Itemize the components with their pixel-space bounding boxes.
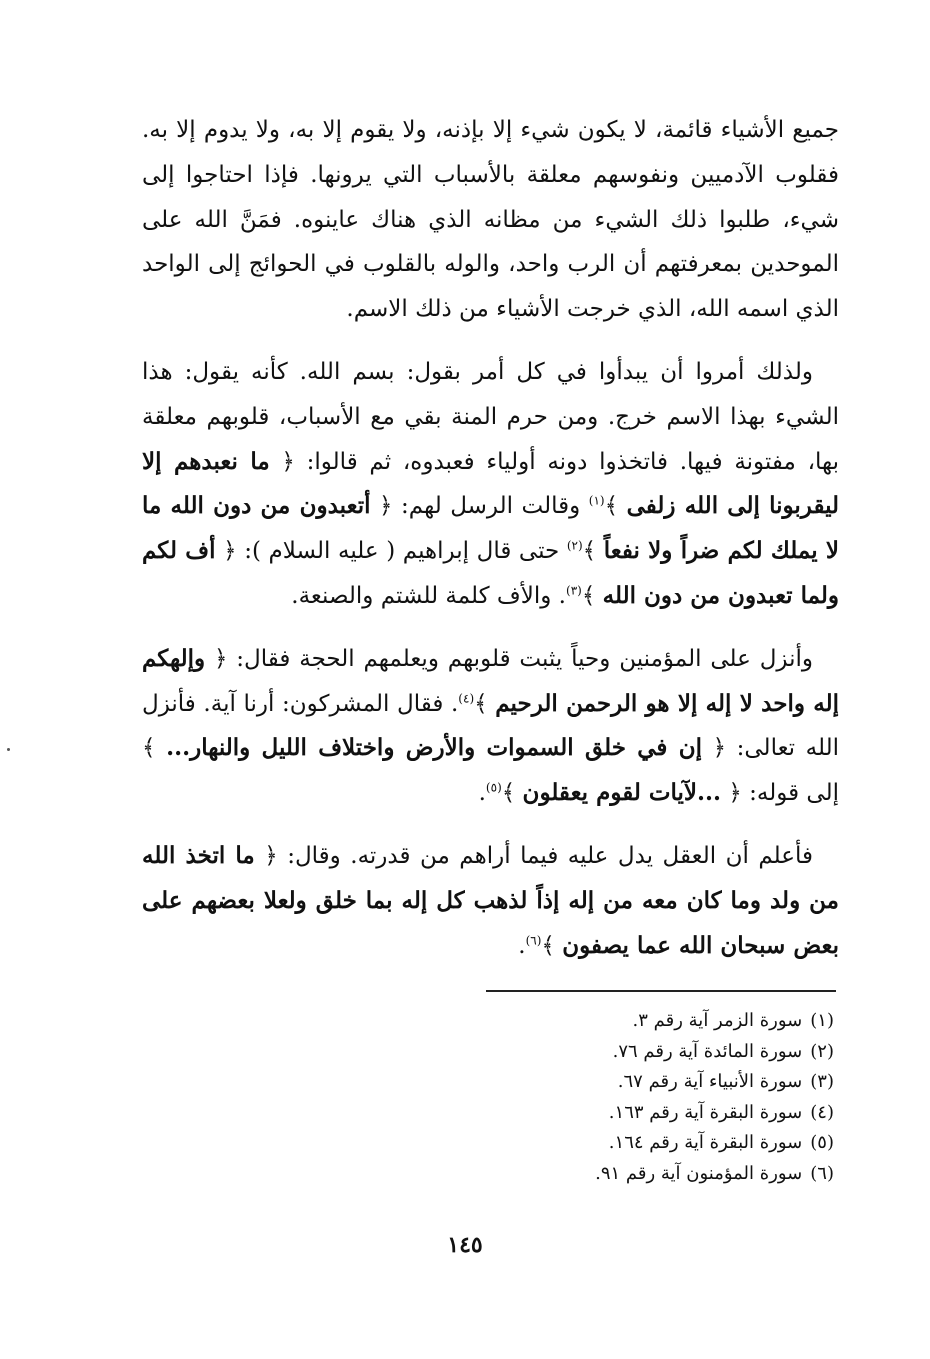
paragraph-3-text-3: إلى قوله: xyxy=(749,780,839,807)
footnote-item xyxy=(595,1037,834,1068)
paragraph-3 xyxy=(142,637,839,816)
paragraph-2-text-4: . والأف كلمة للشتم والصنعة. xyxy=(291,582,566,609)
scan-speck xyxy=(7,748,10,751)
page-number: ١٤٥ xyxy=(447,1232,483,1258)
paragraph-1-text: جميع الأشياء قائمة، لا يكون شيء إلا بإذنه، ولا يقوم إلا به، ولا يدوم إلا به. فقلوب الآدميين ونفوسهم معلقة بالأسباب التي يرونها. فإذا احتاجوا إلى شيء، طلبوا ذلك الشيء من مظانه الذي هناك عاينوه. فمَنَّ الله على الموحدين بمعرفتهم أن الرب واحد، والوله بالقلوب في الحوائج إلى الواحد الذي اسمه الله، الذي خرجت الأشياء من ذلك الاسم. xyxy=(142,117,839,323)
footnote-text: سورة الزمر آية رقم ٣. xyxy=(632,1010,803,1031)
paragraph-4-text-2: . xyxy=(518,932,526,959)
quran-open-bracket: ﴿ xyxy=(264,842,278,869)
footnote-item xyxy=(595,1128,834,1159)
footnote-ref: (٤) xyxy=(458,690,475,705)
footnote-number: (٢) xyxy=(810,1040,834,1062)
footnote-number: (١) xyxy=(810,1010,834,1031)
footnote-text: سورة البقرة آية رقم ١٦٤. xyxy=(608,1132,803,1153)
footnote-number: (٤) xyxy=(810,1101,834,1123)
quran-close-bracket: ﴾ xyxy=(142,735,156,762)
quran-quote: ما نعبدهم إلا ليقربونا إلى الله زلفى xyxy=(142,447,840,520)
footnotes xyxy=(595,1006,834,1189)
footnote-ref: (٣) xyxy=(566,583,582,598)
quran-close-bracket: ﴾ xyxy=(474,690,488,717)
footnote-text: سورة الأنبياء آية رقم ٦٧. xyxy=(617,1071,803,1092)
footnote-text: سورة البقرة آية رقم ١٦٣. xyxy=(608,1101,803,1123)
paragraph-2-text-3: حتى قال إبراهيم ( عليه السلام ): xyxy=(244,538,560,565)
paragraph-1 xyxy=(142,108,839,332)
quran-close-bracket: ﴾ xyxy=(541,932,555,959)
quran-quote: ما اتخذ الله من ولد وما كان معه من إله إذاً لذهب كل إله بما خلق ولعلا بعضهم على بعض سبحان الله عما يصفون xyxy=(142,841,839,959)
quran-open-bracket: ﴿ xyxy=(281,448,295,475)
paragraph-2-text-2: وقالت الرسل لهم: xyxy=(401,493,581,520)
paragraph-4-text-1: فأعلم أن العقل يدل عليه فيما أراهم من قدرته. وقال: xyxy=(287,842,813,869)
paragraph-3-text-1: وأنزل على المؤمنين وحياً يثبت قلوبهم ويعلمهم الحجة فقال: xyxy=(236,645,814,672)
quran-quote: أف لكم ولما تعبدون من دون الله xyxy=(142,537,839,609)
quran-open-bracket: ﴿ xyxy=(712,735,727,762)
quran-close-bracket: ﴾ xyxy=(581,582,596,609)
quran-open-bracket: ﴿ xyxy=(223,538,237,565)
footnote-item xyxy=(595,1006,834,1037)
quran-close-bracket: ﴾ xyxy=(604,493,619,520)
footnote-ref: (٢) xyxy=(566,538,583,553)
footnote-item xyxy=(595,1067,834,1098)
paragraph-3-text-4: . xyxy=(478,780,486,807)
paragraph-3-text-2: . فقال المشركون: أرنا آية. فأنزل الله تعالى: xyxy=(142,690,840,762)
main-text xyxy=(142,108,839,968)
footnote-number: (٥) xyxy=(810,1132,834,1153)
footnote-item xyxy=(595,1098,834,1129)
footnote-ref: (١) xyxy=(588,493,605,508)
footnote-number: (٣) xyxy=(810,1071,834,1092)
footnote-separator xyxy=(486,990,836,992)
quran-open-bracket: ﴿ xyxy=(728,780,742,807)
footnote-ref: (٦) xyxy=(525,932,542,947)
quran-quote: إن في خلق السموات والأرض واختلاف الليل والنهار... xyxy=(166,734,702,762)
quran-open-bracket: ﴿ xyxy=(379,493,393,520)
footnote-number: (٦) xyxy=(810,1162,834,1184)
footnote-item xyxy=(595,1159,834,1190)
quran-quote: وإلهكم إله واحد لا إله إلا هو الرحمن الرحيم xyxy=(142,644,840,717)
quran-quote: ...لآيات لقوم يعقلون xyxy=(522,779,722,807)
quran-close-bracket: ﴾ xyxy=(582,538,597,565)
paragraph-4 xyxy=(142,834,839,968)
quran-open-bracket: ﴿ xyxy=(213,645,228,672)
footnote-text: سورة المائدة آية رقم ٧٦. xyxy=(612,1040,803,1062)
quran-close-bracket: ﴾ xyxy=(501,780,516,807)
paragraph-2 xyxy=(142,350,839,619)
quran-quote: أتعبدون من دون الله ما لا يملك لكم ضراً ولا نفعاً xyxy=(142,492,839,565)
paragraph-2-text-1: ولذلك أمروا أن يبدأوا في كل أمر بقول: بسم الله. كأنه يقول: هذا الشيء بهذا الاسم خرج. ومن حرم المنة بقي مع الأسباب، قلوبهم معلقة بها، مفتونة فيها. فاتخذوا دونه أولياء فعبدوه، ثم قالوا: xyxy=(142,358,840,475)
footnote-ref: (٥) xyxy=(485,780,502,795)
footnote-text: سورة المؤمنون آية رقم ٩١. xyxy=(595,1162,803,1184)
